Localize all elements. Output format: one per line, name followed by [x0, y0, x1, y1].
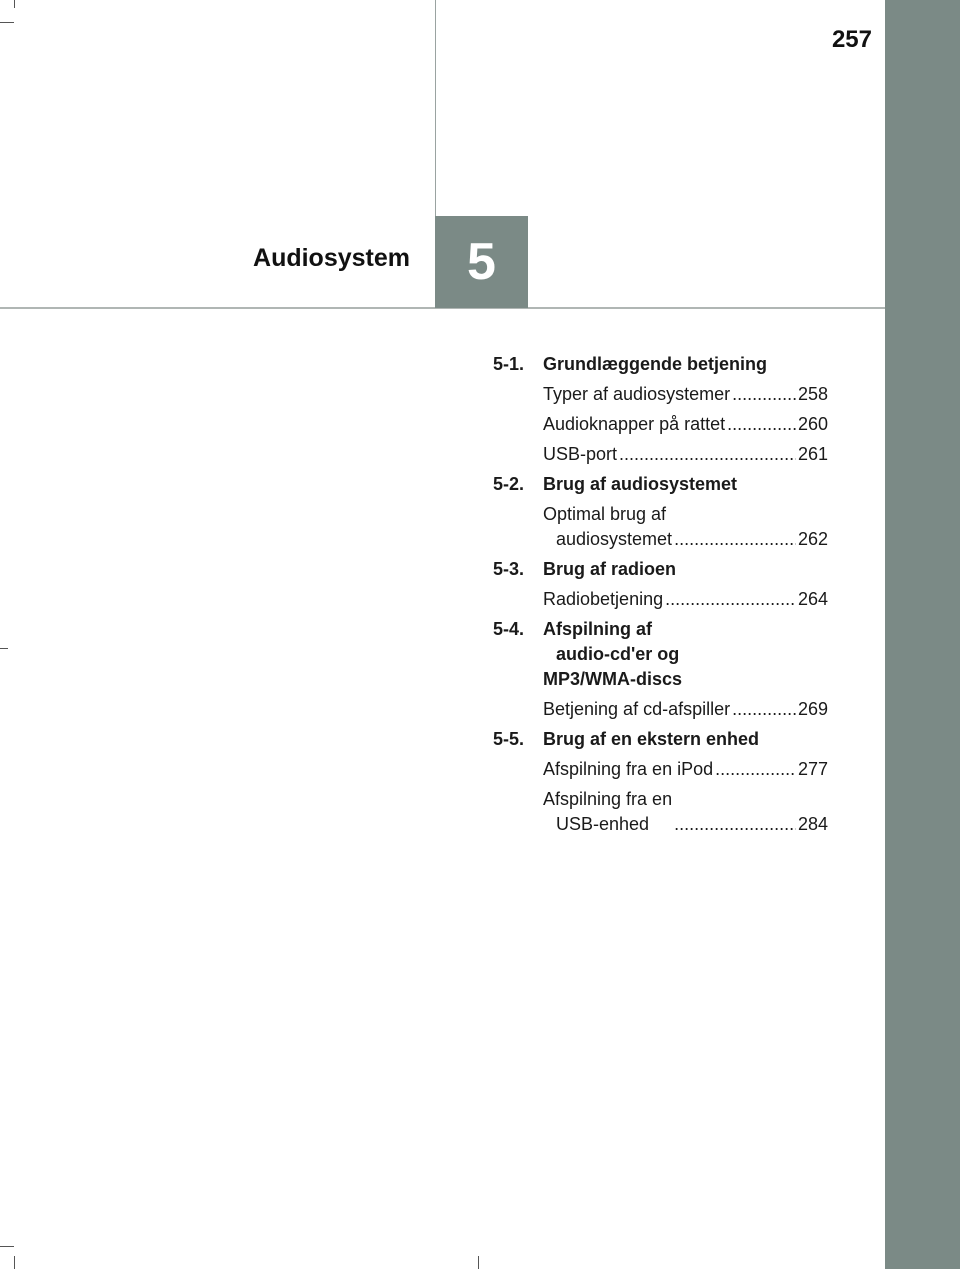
- toc-section-heading[interactable]: [493, 472, 828, 497]
- toc-entry[interactable]: [493, 757, 828, 782]
- toc-section-title-line: Grundlæggende betjening: [543, 354, 767, 374]
- toc-page-number: 260: [797, 414, 828, 434]
- toc-entry[interactable]: [493, 502, 828, 552]
- toc-section-title-line: MP3/WMA-discs: [543, 669, 683, 689]
- crop-mark: [14, 0, 15, 8]
- toc-section: [493, 617, 828, 722]
- toc-section: [493, 472, 828, 552]
- toc-page-number: 269: [797, 699, 828, 719]
- table-of-contents: [493, 352, 828, 842]
- toc-entry-title: [543, 757, 713, 782]
- crop-mark: [0, 648, 8, 649]
- toc-section: [493, 727, 828, 837]
- toc-entry-title: [543, 697, 730, 722]
- toc-entry-title-line: Optimal brug af: [543, 504, 667, 524]
- toc-entry[interactable]: [493, 587, 828, 612]
- toc-entry-title-line: Betjening af cd-afspiller: [543, 699, 731, 719]
- chapter-side-tab: [885, 0, 960, 1269]
- toc-section-heading[interactable]: [493, 352, 828, 377]
- toc-dot-leader: [619, 442, 796, 467]
- chapter-title: Audiosystem: [253, 244, 410, 272]
- toc-entry[interactable]: [493, 382, 828, 407]
- toc-section-title: [543, 352, 828, 377]
- toc-entry-title: [543, 587, 663, 612]
- toc-section-title-line: Brug af en ekstern enhed: [543, 729, 760, 749]
- toc-section-title: [543, 472, 828, 497]
- toc-page-number: 277: [797, 759, 828, 779]
- toc-entry-title: [543, 442, 617, 467]
- toc-entry-title-line: Audioknapper på rattet: [543, 414, 726, 434]
- toc-dot-leader: [674, 527, 796, 552]
- toc-section-title: [543, 617, 828, 692]
- toc-entry-title: [543, 787, 672, 837]
- toc-section-title-line: Brug af radioen: [543, 559, 677, 579]
- toc-section-heading[interactable]: [493, 727, 828, 752]
- toc-dot-leader: [732, 382, 796, 407]
- toc-dot-leader: [674, 812, 796, 837]
- toc-entry[interactable]: [493, 697, 828, 722]
- toc-entry-title: [543, 412, 725, 437]
- toc-page-number: 262: [797, 529, 828, 549]
- toc-dot-leader: [727, 412, 796, 437]
- toc-section-heading[interactable]: [493, 617, 828, 692]
- chapter-number-box: 5: [435, 216, 528, 308]
- toc-section-title-line: audio-cd'er og: [556, 644, 680, 664]
- toc-section-title: [543, 727, 828, 752]
- toc-entry-title-line: USB-port: [543, 444, 618, 464]
- toc-entry-title: [543, 382, 730, 407]
- toc-dot-leader: [665, 587, 796, 612]
- toc-page-number: 261: [797, 444, 828, 464]
- toc-entry-title-line: audiosystemet: [556, 529, 673, 549]
- toc-entry-title-line: USB-enhed: [556, 814, 650, 834]
- toc-section: [493, 557, 828, 612]
- toc-page-number: 284: [797, 814, 828, 834]
- crop-mark: [0, 22, 14, 23]
- toc-section-number: 5-2.: [493, 474, 525, 494]
- toc-section-number: 5-1.: [493, 354, 525, 374]
- toc-section: [493, 352, 828, 467]
- toc-section-title: [543, 557, 828, 582]
- toc-section-number: 5-3.: [493, 559, 525, 579]
- toc-entry-title-line: Typer af audiosystemer: [543, 384, 731, 404]
- toc-dot-leader: [732, 697, 796, 722]
- toc-dot-leader: [715, 757, 796, 782]
- toc-section-title-line: Afspilning af: [543, 619, 652, 639]
- toc-entry[interactable]: [493, 787, 828, 837]
- header-divider-vertical: [435, 0, 436, 216]
- toc-section-number: 5-4.: [493, 619, 525, 639]
- toc-section-number: 5-5.: [493, 729, 525, 749]
- toc-entry[interactable]: [493, 412, 828, 437]
- toc-entry-title-line: Afspilning fra en: [543, 789, 673, 809]
- crop-mark: [478, 1256, 479, 1269]
- crop-mark: [0, 1246, 14, 1247]
- toc-entry[interactable]: [493, 442, 828, 467]
- toc-page-number: 264: [797, 589, 828, 609]
- toc-section-heading[interactable]: [493, 557, 828, 582]
- toc-entry-title-line: Radiobetjening: [543, 589, 664, 609]
- toc-section-title-line: Brug af audiosystemet: [543, 474, 738, 494]
- toc-entry-title-line: Afspilning fra en iPod: [543, 759, 714, 779]
- crop-mark: [14, 1256, 15, 1269]
- toc-page-number: 258: [797, 384, 828, 404]
- page-number: 257: [831, 26, 872, 53]
- toc-entry-title: [543, 502, 672, 552]
